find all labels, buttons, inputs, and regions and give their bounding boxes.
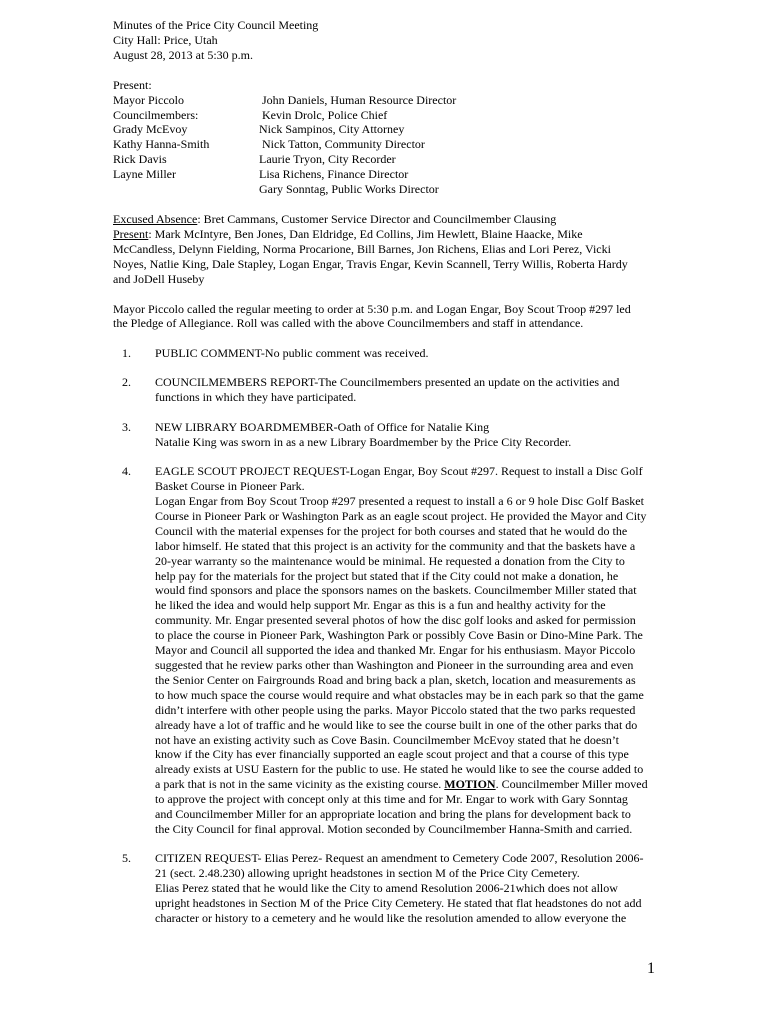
item-line: COUNCILMEMBERS REPORT-The Councilmembers presented an update on the activities and [155, 375, 620, 390]
also-present [113, 227, 673, 242]
item-line: Council with the material expenses for the project for both courses and stated that he would do the [155, 523, 628, 538]
present-label: Present: [113, 77, 152, 92]
item-line: labor himself. He stated that this project is an activity for the community and that the baskets have a [155, 538, 636, 553]
agenda-item-5 [113, 851, 673, 926]
item-line: Basket Course in Pioneer Park. [155, 479, 305, 494]
opening-line: the Pledge of Allegiance. Roll was called with the above Councilmembers and staff in attendance. [113, 316, 584, 331]
present-right: Lisa Richens, Finance Director [259, 167, 409, 182]
item-number: 3. [122, 419, 131, 434]
motion-label: MOTION [444, 777, 496, 792]
header-date: August 28, 2013 at 5:30 p.m. [113, 47, 253, 62]
item-line: to place the course in Pioneer Park, Washington Park or possibly Cove Basin or Dino-Mine Park. The [155, 628, 643, 643]
item-line: and Councilmember Miller for an appropriate location and bring the plans for development back to [155, 807, 631, 822]
item-line: suggested that he review parks other than Washington and Pioneer in the surrounding area and even [155, 658, 634, 672]
present-left: Councilmembers: [113, 107, 199, 122]
present-right: Kevin Drolc, Police Chief [262, 107, 388, 122]
attendance-section [113, 78, 673, 197]
present-left: Kathy Hanna-Smith [113, 137, 210, 152]
also-present-line: and JoDell Huseby [113, 271, 205, 286]
present-right: Laurie Tryon, City Recorder [259, 152, 396, 167]
item-line: already have a lot of traffic and he would like to see the course built in one of the other parks that do [155, 717, 638, 732]
motion-line [155, 777, 673, 792]
item-line: already exists at USU Eastern for the public to use. He stated he would like to see the course added to [155, 762, 644, 777]
item-line: didn’t interfere with other people using the parks. Mayor Piccolo stated that the two parks requested [155, 702, 636, 717]
excused-absence [113, 212, 673, 227]
agenda-item-3 [113, 420, 673, 450]
present-right: Nick Tatton, Community Director [262, 137, 425, 152]
excused-text: : Bret Cammans, Customer Service Director and Councilmember Clausing [197, 211, 557, 226]
header-title: Minutes of the Price City Council Meeting [113, 18, 319, 32]
item-line: EAGLE SCOUT PROJECT REQUEST-Logan Engar, Boy Scout #297. Request to install a Disc Golf [155, 464, 643, 479]
item-line: the City Council for final approval. Motion seconded by Councilmember Hanna-Smith and carried. [155, 821, 633, 836]
motion-post-text: . Councilmember Miller moved [495, 777, 648, 792]
also-present-line: McCandless, Delynn Fielding, Norma Procarione, Bill Barnes, Jon Richens, Elias and Lori Perez, Vicki [113, 241, 611, 256]
page-number: 1 [647, 960, 655, 977]
item-line: Mayor and Council all supported the idea and thanked Mr. Engar for his enthusiasm. Mayor Piccolo [155, 643, 636, 658]
item-line: character or history to a cemetery and he would like the resolution amended to allow everyone the [155, 911, 627, 926]
item-line: know if the City has ever financially supported an eagle scout project and that a course of this type [155, 747, 629, 762]
item-line: NEW LIBRARY BOARDMEMBER-Oath of Office for Natalie King [155, 419, 490, 434]
item-line: 20-year warranty so the maintenance would be minimal. He requested a donation from the City to [155, 553, 625, 568]
item-line: would find sponsors and place the sponsors names on the baskets. Councilmember Miller stated that [155, 583, 637, 598]
motion-pre-text: a park that is not in the same vicinity as the existing course. [155, 777, 445, 792]
item-line: to approve the project with concept only at this time and for Mr. Engar to work with Gary Sonntag [155, 792, 628, 807]
present-left [113, 182, 259, 197]
item-line: to how much space the course would require and what obstacles may be in each park so that the game [155, 687, 644, 702]
document-header [113, 18, 673, 63]
item-line: 21 (sect. 2.48.230) allowing upright headstones in section M of the Price City Cemetery. [155, 866, 580, 881]
item-line: he liked the idea and would help support Mr. Engar as this is a fun and healthy activity for the [155, 598, 606, 613]
present-left: Mayor Piccolo [113, 92, 184, 107]
agenda-item-4 [113, 464, 673, 837]
present-right: Gary Sonntag, Public Works Director [259, 182, 439, 197]
item-line: not have an existing activity such as Cove Basin. Councilmember McEvoy stated that he doesn’t [155, 732, 620, 747]
absence-section [113, 212, 673, 287]
present-left: Layne Miller [113, 167, 176, 182]
also-present-text: : Mark McIntyre, Ben Jones, Dan Eldridge, Ed Collins, Jim Hewlett, Blaine Haacke, Mike [148, 226, 583, 241]
present-left: Grady McEvoy [113, 122, 188, 137]
item-line: upright headstones in Section M of the Price City Cemetery. He stated that flat headstones do not add [155, 896, 642, 911]
item-line: help pay for the materials for the project but stated that if the City could not make a donation, he [155, 568, 619, 583]
item-line: Logan Engar from Boy Scout Troop #297 presented a request to install a 6 or 9 hole Disc Golf Basket [155, 494, 644, 509]
opening-paragraph [113, 302, 673, 332]
item-line: community. Mr. Engar presented several photos of how the disc golf looks and asked for permission [155, 613, 636, 628]
header-location: City Hall: Price, Utah [113, 32, 218, 47]
item-line: the Senior Center on Fairgrounds Road and bring back a plan, sketch, location and measurements as [155, 672, 636, 687]
item-number: 5. [122, 851, 131, 866]
item-line: PUBLIC COMMENT-No public comment was received. [155, 345, 429, 360]
present-right: Nick Sampinos, City Attorney [259, 122, 405, 137]
item-line: Course in Pioneer Park or Washington Park as an eagle scout project. He provided the Mayor and City [155, 508, 647, 523]
item-number: 1. [122, 345, 131, 360]
document-page [113, 18, 673, 926]
agenda-item-1 [113, 346, 673, 361]
present-list [113, 93, 673, 197]
agenda-item-2 [113, 375, 673, 405]
excused-label: Excused Absence [113, 211, 198, 226]
also-present-label: Present [113, 226, 149, 241]
item-line: functions in which they have participated. [155, 390, 357, 405]
present-left: Rick Davis [113, 152, 167, 167]
item-line: Elias Perez stated that he would like the City to amend Resolution 2006-21which does not allow [155, 881, 618, 896]
present-right: John Daniels, Human Resource Director [262, 92, 457, 107]
item-line: CITIZEN REQUEST- Elias Perez- Request an amendment to Cemetery Code 2007, Resolution 2006- [155, 851, 644, 866]
item-number: 4. [122, 464, 131, 479]
also-present-line: Noyes, Natlie King, Dale Stapley, Logan Engar, Travis Engar, Kevin Scannell, Terry Willis, Roberta Hardy [113, 256, 628, 271]
opening-line: Mayor Piccolo called the regular meeting to order at 5:30 p.m. and Logan Engar, Boy Scout Troop #297 led [113, 301, 631, 316]
item-number: 2. [122, 375, 131, 390]
item-line: Natalie King was sworn in as a new Library Boardmember by the Price City Recorder. [155, 434, 572, 449]
